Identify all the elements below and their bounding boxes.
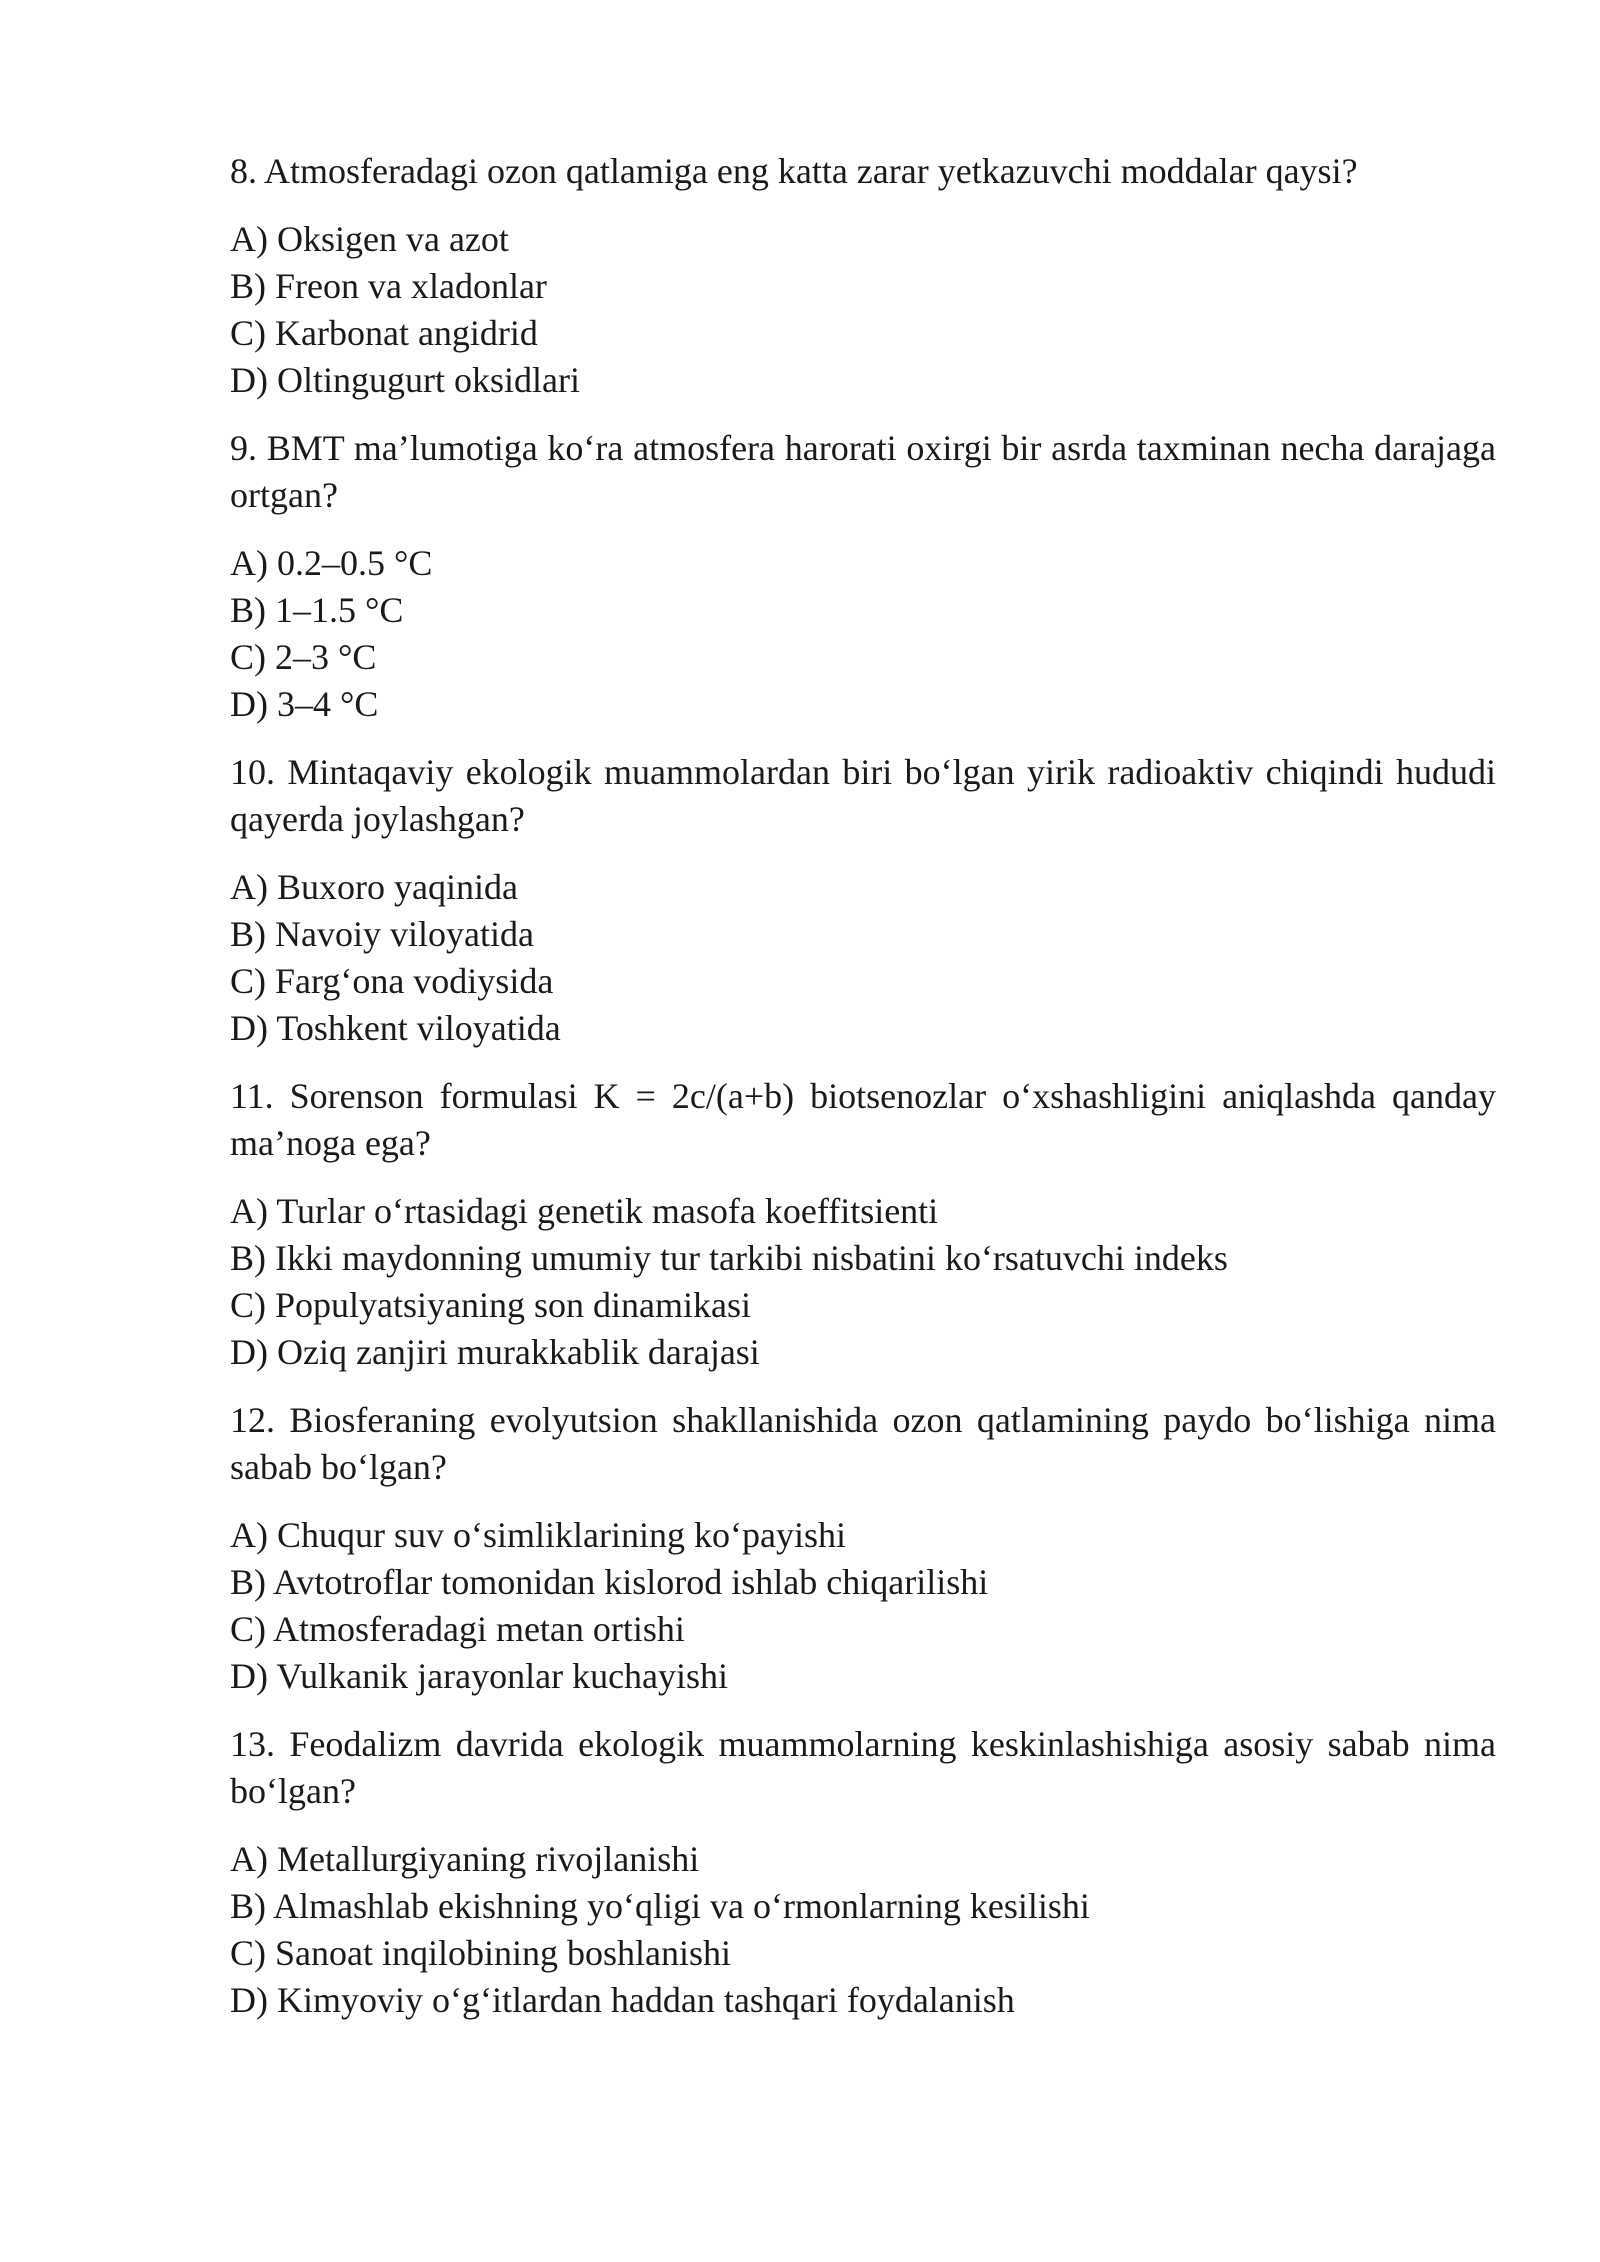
option-a: A) Oksigen va azot [230, 219, 509, 259]
question-11 [230, 1073, 1496, 1376]
options-list [230, 1512, 1496, 1700]
options-list [230, 216, 1496, 404]
question-8 [230, 148, 1496, 404]
option-b: B) Avtotroflar tomonidan kislorod ishlab chiqarilishi [230, 1562, 989, 1602]
option-d: D) Kimyoviy o‘g‘itlardan haddan tashqari foydalanish [230, 1980, 1015, 2020]
question-text: 9. BMT ma’lumotiga ko‘ra atmosfera harorati oxirgi bir asrda taxminan necha darajaga ortgan? [230, 428, 1496, 515]
question-text: 11. Sorenson formulasi K = 2c/(a+b) biotsenozlar o‘xshashligini aniqlashda qanday ma’noga ega? [230, 1076, 1496, 1163]
question-12 [230, 1397, 1496, 1700]
options-list [230, 1188, 1496, 1376]
options-list [230, 864, 1496, 1052]
option-b: B) Freon va xladonlar [230, 266, 547, 306]
option-c: C) Atmosferadagi metan ortishi [230, 1609, 685, 1649]
question-text: 13. Feodalizm davrida ekologik muammolarning keskinlashishiga asosiy sabab nima bo‘lgan? [230, 1724, 1496, 1811]
options-list [230, 1836, 1496, 2024]
option-a: A) Chuqur suv o‘simliklarining ko‘payishi [230, 1515, 846, 1555]
option-c: C) Karbonat angidrid [230, 313, 538, 353]
option-b: B) Ikki maydonning umumiy tur tarkibi nisbatini ko‘rsatuvchi indeks [230, 1238, 1228, 1278]
option-a: A) 0.2–0.5 °C [230, 543, 433, 583]
question-text: 12. Biosferaning evolyutsion shakllanishida ozon qatlamining paydo bo‘lishiga nima sabab bo‘lgan? [230, 1400, 1496, 1487]
option-b: B) Navoiy viloyatida [230, 914, 534, 954]
question-13 [230, 1721, 1496, 2024]
option-d: D) Toshkent viloyatida [230, 1008, 561, 1048]
question-text: 8. Atmosferadagi ozon qatlamiga eng katta zarar yetkazuvchi moddalar qaysi? [230, 151, 1358, 191]
option-a: A) Turlar o‘rtasidagi genetik masofa koeffitsienti [230, 1191, 939, 1231]
option-d: D) 3–4 °C [230, 684, 379, 724]
option-d: D) Oltingugurt oksidlari [230, 360, 580, 400]
question-text: 10. Mintaqaviy ekologik muammolardan biri bo‘lgan yirik radioaktiv chiqindi hududi qayerda joylashgan? [230, 752, 1496, 839]
question-9 [230, 425, 1496, 728]
option-d: D) Vulkanik jarayonlar kuchayishi [230, 1656, 729, 1696]
option-a: A) Buxoro yaqinida [230, 867, 518, 907]
option-d: D) Oziq zanjiri murakkablik darajasi [230, 1332, 760, 1372]
option-b: B) Almashlab ekishning yo‘qligi va o‘rmonlarning kesilishi [230, 1886, 1090, 1926]
option-a: A) Metallurgiyaning rivojlanishi [230, 1839, 700, 1879]
option-c: C) 2–3 °C [230, 637, 377, 677]
options-list [230, 540, 1496, 728]
option-c: C) Sanoat inqilobining boshlanishi [230, 1933, 731, 1973]
option-c: C) Farg‘ona vodiysida [230, 961, 554, 1001]
option-b: B) 1–1.5 °C [230, 590, 404, 630]
document-page [230, 148, 1496, 2045]
question-10 [230, 749, 1496, 1052]
option-c: C) Populyatsiyaning son dinamikasi [230, 1285, 751, 1325]
